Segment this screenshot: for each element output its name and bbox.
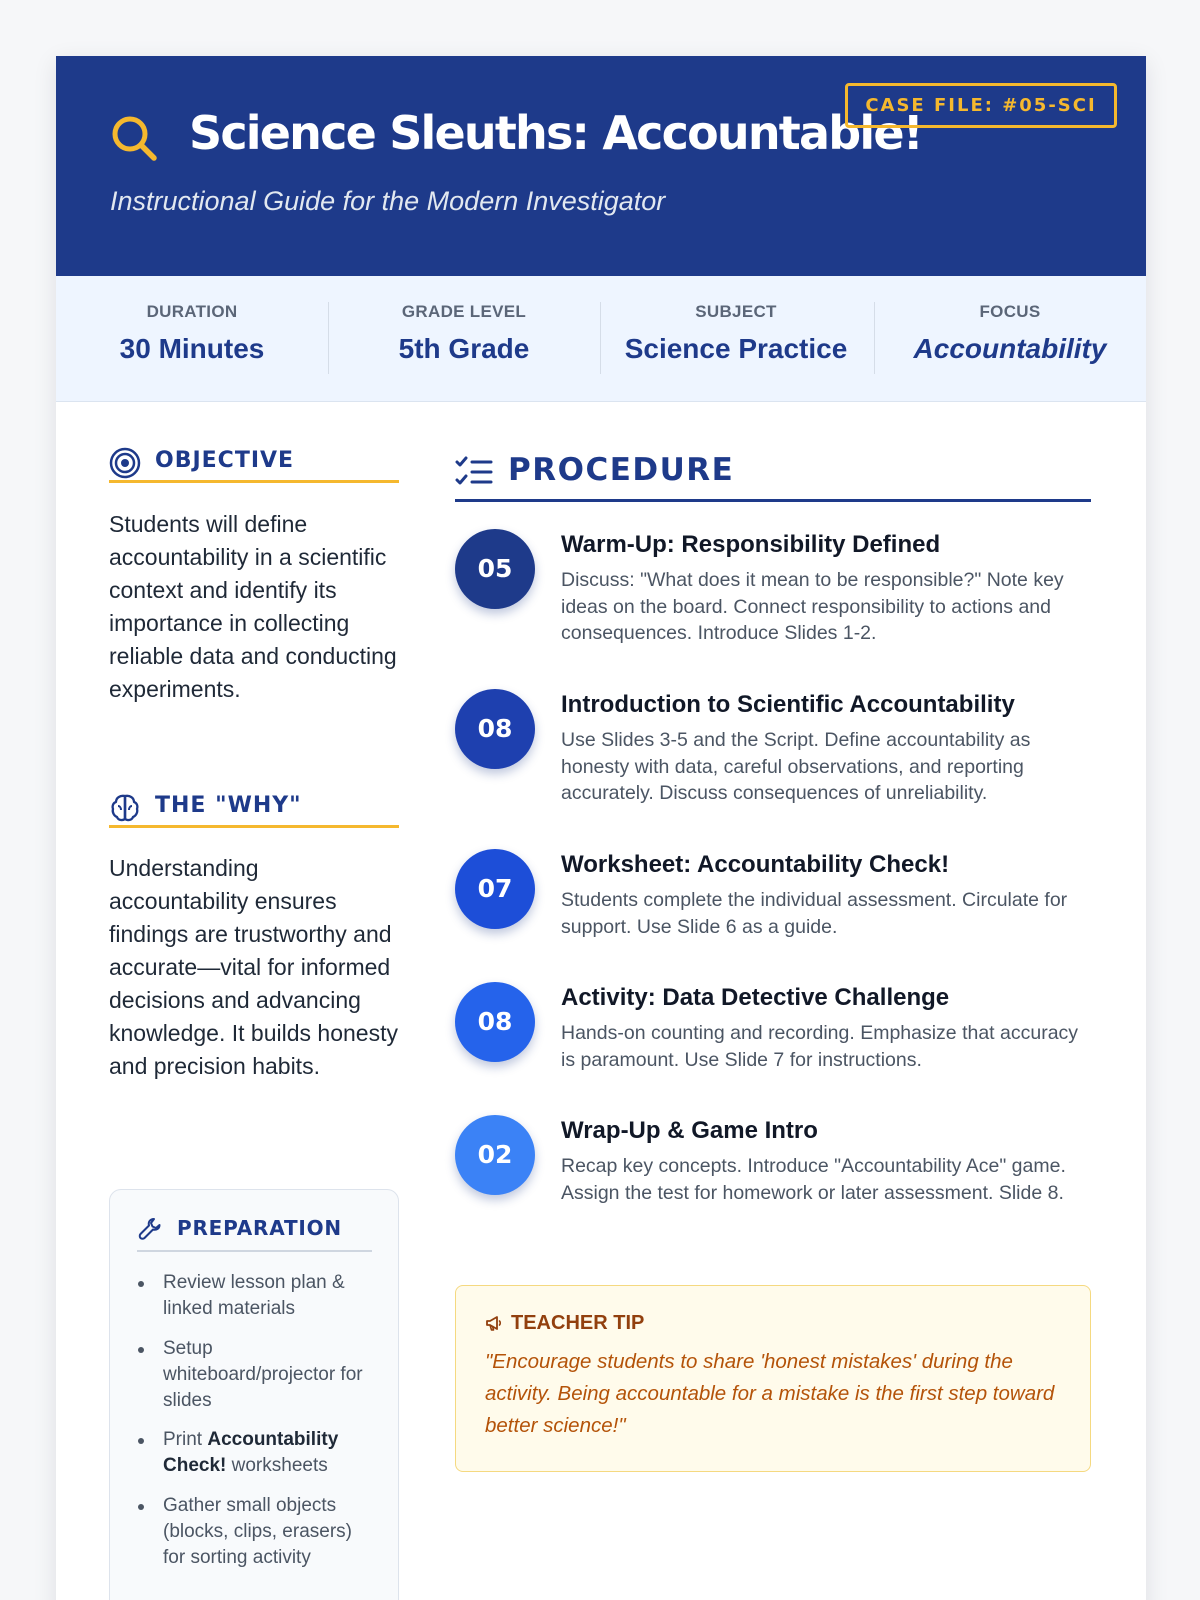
preparation-heading [137, 1214, 372, 1252]
step-minutes-badge: 07 [455, 849, 535, 929]
info-grade-level [328, 276, 600, 402]
page-title: Science Sleuths: Accountable! [189, 106, 922, 160]
teacher-tip-heading [485, 1312, 644, 1335]
header-banner [56, 56, 1146, 276]
teacher-tip-heading-label: TEACHER TIP [511, 1312, 645, 1334]
info-label: FOCUS [979, 302, 1041, 321]
step-description: Students complete the individual assessment. Circulate for support. Use Slide 6 as a guide. [561, 889, 1068, 938]
info-label: DURATION [146, 302, 238, 321]
step-title: Wrap-Up & Game Intro [561, 1117, 818, 1144]
target-icon [109, 447, 141, 479]
page-subtitle: Instructional Guide for the Modern Investigator [110, 186, 666, 216]
prep-list-item: Setup whiteboard/projector for slides [163, 1336, 378, 1414]
info-value: 5th Grade [398, 333, 530, 364]
step-description: Hands-on counting and recording. Emphasize that accuracy is paramount. Use Slide 7 for instructions. [561, 1022, 1079, 1071]
why-heading [109, 792, 399, 828]
prep-list-item: Review lesson plan & linked materials [163, 1270, 378, 1322]
info-duration [56, 276, 328, 402]
objective-heading-label: OBJECTIVE [155, 448, 295, 473]
why-text: Understanding accountability ensures findings are trustworthy and accurate—vital for informed decisions and advancing knowledge. It builds honesty and precision habits. [109, 855, 398, 1079]
info-focus [874, 276, 1146, 402]
checklist-icon [455, 456, 493, 490]
info-subject [600, 276, 872, 402]
procedure-heading [455, 452, 1091, 502]
wrench-icon [137, 1216, 163, 1242]
objective-heading [109, 447, 399, 483]
step-description: Discuss: "What does it mean to be responsible?" Note key ideas on the board. Connect responsibility to actions and consequences. Introduce Slides 1-2. [561, 569, 1064, 644]
info-label: GRADE LEVEL [401, 302, 527, 321]
prep-item-suffix: worksheets [226, 1455, 328, 1476]
procedure-heading-label: PROCEDURE [508, 452, 735, 488]
prep-item-prefix: Print [163, 1429, 208, 1450]
case-file-badge: CASE FILE: #05-SCI [845, 83, 1117, 128]
step-description: Use Slides 3-5 and the Script. Define accountability as honesty with data, careful observations, and reporting accurately. Discuss consequences of unreliability. [561, 729, 1031, 804]
brain-icon [109, 792, 141, 824]
step-description: Recap key concepts. Introduce "Accountability Ace" game. Assign the test for homework or later assessment. Slide 8. [561, 1155, 1066, 1204]
teacher-tip-box [455, 1285, 1091, 1472]
step-minutes-badge: 05 [455, 529, 535, 609]
step-title: Introduction to Scientific Accountability [561, 691, 1015, 718]
prep-list-item [163, 1427, 378, 1479]
step-minutes-badge: 08 [455, 689, 535, 769]
step-minutes-badge: 08 [455, 982, 535, 1062]
info-value: Science Practice [624, 333, 848, 364]
prep-list-item: Gather small objects (blocks, clips, erasers) for sorting activity [163, 1493, 378, 1571]
megaphone-icon [485, 1314, 503, 1332]
info-value: 30 Minutes [119, 333, 265, 364]
objective-text: Students will define accountability in a scientific context and identify its importance in collecting reliable data and conducting experiments. [109, 511, 397, 702]
prep-item-bold: Accountability Check! [163, 1429, 339, 1476]
info-bar [56, 276, 1146, 402]
step-title: Worksheet: Accountability Check! [561, 851, 950, 878]
magnifying-glass-icon [110, 114, 160, 164]
info-label: SUBJECT [695, 302, 777, 321]
preparation-box [109, 1189, 399, 1600]
step-minutes-badge: 02 [455, 1115, 535, 1195]
info-value: Accountability [913, 333, 1107, 364]
step-title: Warm-Up: Responsibility Defined [561, 531, 941, 558]
teacher-tip-text: "Encourage students to share 'honest mistakes' during the activity. Being accountable for a mistake is the first step toward better science!" [485, 1350, 1055, 1437]
lesson-card [56, 56, 1146, 1600]
preparation-heading-label: PREPARATION [177, 1216, 342, 1240]
step-title: Activity: Data Detective Challenge [561, 984, 950, 1011]
why-heading-label: THE "WHY" [155, 793, 302, 818]
